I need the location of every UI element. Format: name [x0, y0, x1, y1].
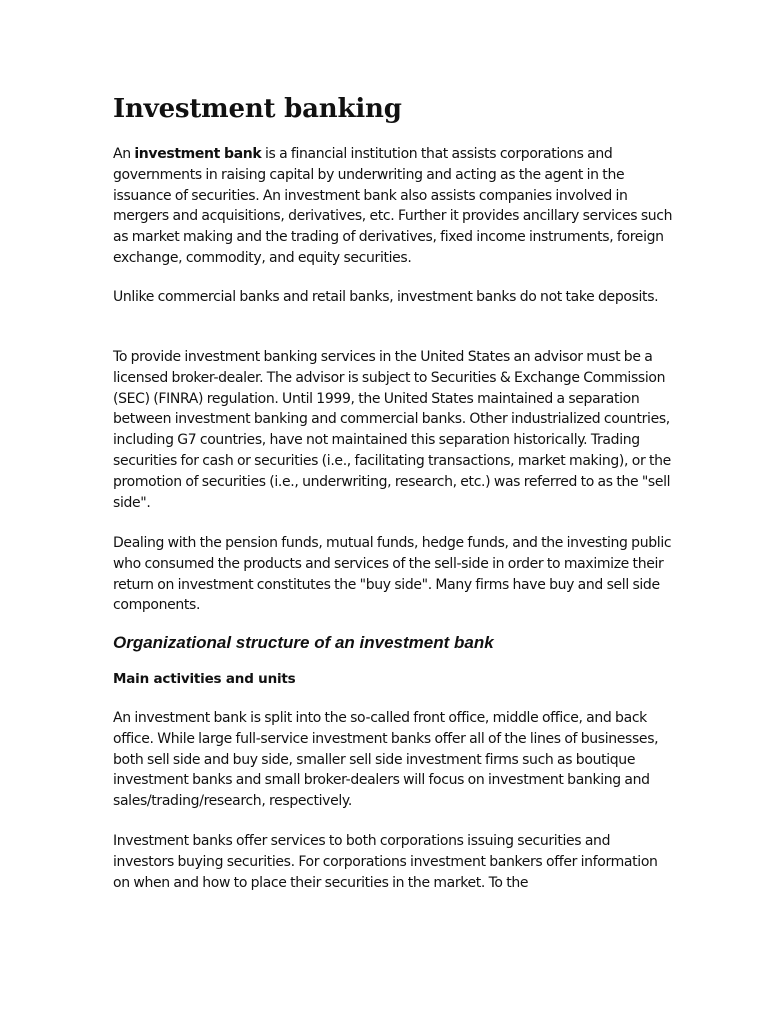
offices-paragraph: An investment bank is split into the so-called front office, middle office, and back office. While large full-service investment banks offer all of the lines of businesses, both sell side and buy side, smaller sell side investment firms such as boutique investment banks and small broker-dealers will focus on investment banking and sales/trading/research, respectively. [113, 710, 659, 810]
section-heading: Organizational structure of an investment bank [113, 633, 494, 652]
intro-prefix: An [113, 146, 135, 162]
intro-rest: is a financial institution that assists corporations and governments in raising capital by underwriting and acting as the agent in the issuance of securities. An investment bank also assists companies involved in mergers and acquisitions, derivatives, etc. Further it provides ancillary services such as market making and the trading of derivatives, fixed income instruments, foreign exchange, commodity, and equity securities. [113, 146, 673, 266]
services-paragraph: Investment banks offer services to both corporations issuing securities and investors buying securities. For corporations investment bankers offer information on when and how to place their securities in the market. To the [113, 833, 658, 891]
intro-term: investment bank [134, 146, 262, 162]
regulation-paragraph: To provide investment banking services in the United States an advisor must be a licensed broker-dealer. The advisor is subject to Securities & Exchange Commission (SEC) (FINRA) regulation. Until 1999, the United States maintained a separation between investment banking and commercial banks. Other industrialized countries, including G7 countries, have not maintained this separation historically. Trading securities for cash or securities (i.e., facilitating transactions, market making), or the promotion of securities (i.e., underwriting, research, etc.) was referred to as the "sell side". [113, 349, 671, 511]
buy-side-paragraph: Dealing with the pension funds, mutual funds, hedge funds, and the investing public who consumed the products and services of the sell-side in order to maximize their return on investment constitutes the "buy side". Many firms have buy and sell side components. [113, 535, 672, 614]
intro-paragraph [113, 144, 673, 269]
page-title: Investment banking [113, 94, 402, 124]
deposits-paragraph: Unlike commercial banks and retail banks, investment banks do not take deposits. [113, 289, 659, 305]
subsection-heading: Main activities and units [113, 671, 296, 687]
